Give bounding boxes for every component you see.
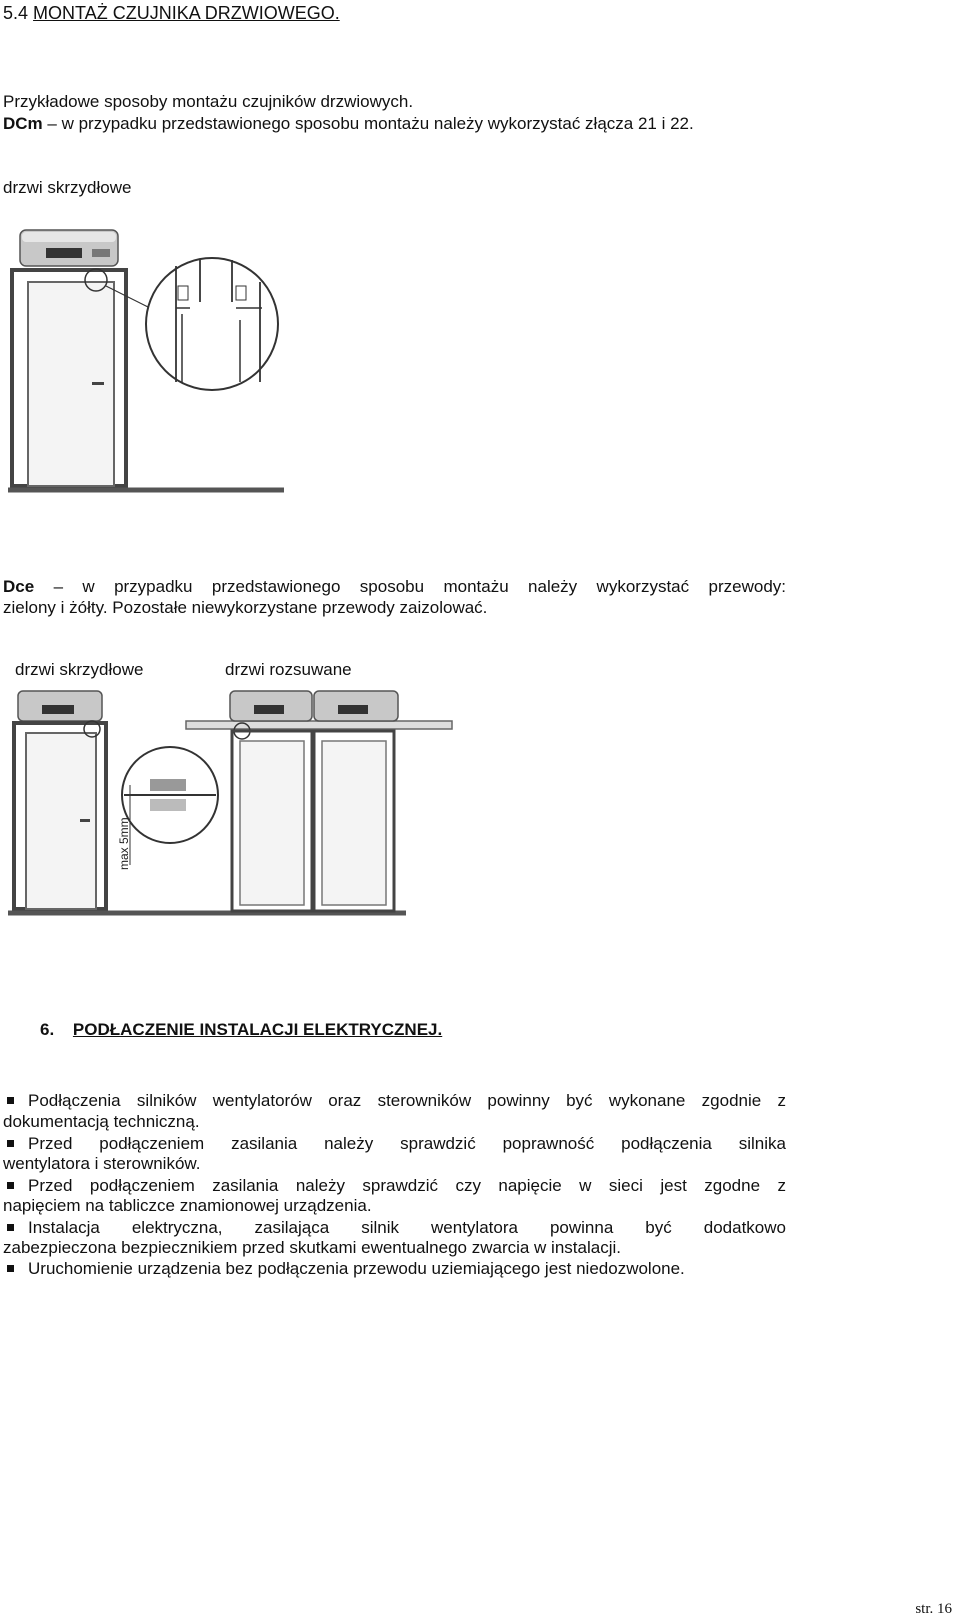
bullet-item-5 <box>3 1259 685 1279</box>
dcm-description: – w przypadku przedstawionego sposobu montażu należy wykorzystać złącza 21 i 22. <box>42 114 694 133</box>
bullet-icon <box>7 1224 14 1231</box>
figure-1-swing-door-diagram <box>0 222 300 502</box>
bullet-1-line-2: dokumentacją techniczną. <box>3 1112 200 1131</box>
dce-description: – w przypadku przedstawionego sposobu montażu należy wykorzystać przewody: <box>34 577 786 596</box>
section-6-heading <box>40 1020 442 1040</box>
bullet-item-4 <box>3 1217 786 1239</box>
bullet-icon <box>7 1140 14 1147</box>
figure-2-caption-sliding: drzwi rozsuwane <box>225 660 352 679</box>
dce-line-1 <box>3 576 786 598</box>
figure-2-caption-swing: drzwi skrzydłowe <box>15 660 144 679</box>
dimension-label: max 5mm <box>117 817 131 870</box>
section-number: 5.4 <box>3 3 29 23</box>
bullet-icon <box>7 1182 14 1189</box>
bullet-item-2 <box>3 1133 786 1155</box>
bullet-2-line-2: wentylatora i sterowników. <box>3 1154 201 1173</box>
section-6-number: 6. <box>40 1020 55 1039</box>
section-6-title: PODŁACZENIE INSTALACJI ELEKTRYCZNEJ. <box>72 1020 443 1039</box>
dce-label: Dce <box>3 577 35 596</box>
bullet-1-line-1: Podłączenia silników wentylatorów oraz sterowników powinny być wykonane zgodnie z <box>28 1091 786 1110</box>
section-heading <box>3 3 340 24</box>
bullet-icon <box>7 1265 14 1272</box>
intro-line-1: Przykładowe sposoby montażu czujników drzwiowych. <box>3 92 414 111</box>
dce-line-2: zielony i żółty. Pozostałe niewykorzystane przewody zaizolować. <box>3 598 488 617</box>
bullet-4-line-2: zabezpieczona bezpiecznikiem przed skutkami ewentualnego zwarcia w instalacji. <box>3 1238 621 1257</box>
figure-2-door-diagrams <box>0 685 460 925</box>
page-number: str. 16 <box>915 1601 952 1617</box>
bullet-item-3 <box>3 1175 786 1197</box>
dcm-label: DCm <box>3 114 43 133</box>
bullet-3-line-2: napięciem na tabliczce znamionowej urządzenia. <box>3 1196 372 1215</box>
intro-line-2 <box>3 114 694 134</box>
bullet-3-line-1: Przed podłączeniem zasilania należy sprawdzić czy napięcie w sieci jest zgodne z <box>28 1176 786 1195</box>
bullet-2-line-1: Przed podłączeniem zasilania należy sprawdzić poprawność podłączenia silnika <box>28 1134 786 1153</box>
section-title: MONTAŻ CZUJNIKA DRZWIOWEGO. <box>33 3 340 23</box>
bullet-item-1 <box>3 1090 786 1112</box>
bullet-5-line-1: Uruchomienie urządzenia bez podłączenia przewodu uziemiającego jest niedozwolone. <box>28 1259 685 1278</box>
figure-1-caption: drzwi skrzydłowe <box>3 178 132 197</box>
bullet-icon <box>7 1097 14 1104</box>
bullet-4-line-1: Instalacja elektryczna, zasilająca silnik wentylatora powinna być dodatkowo <box>28 1218 786 1237</box>
